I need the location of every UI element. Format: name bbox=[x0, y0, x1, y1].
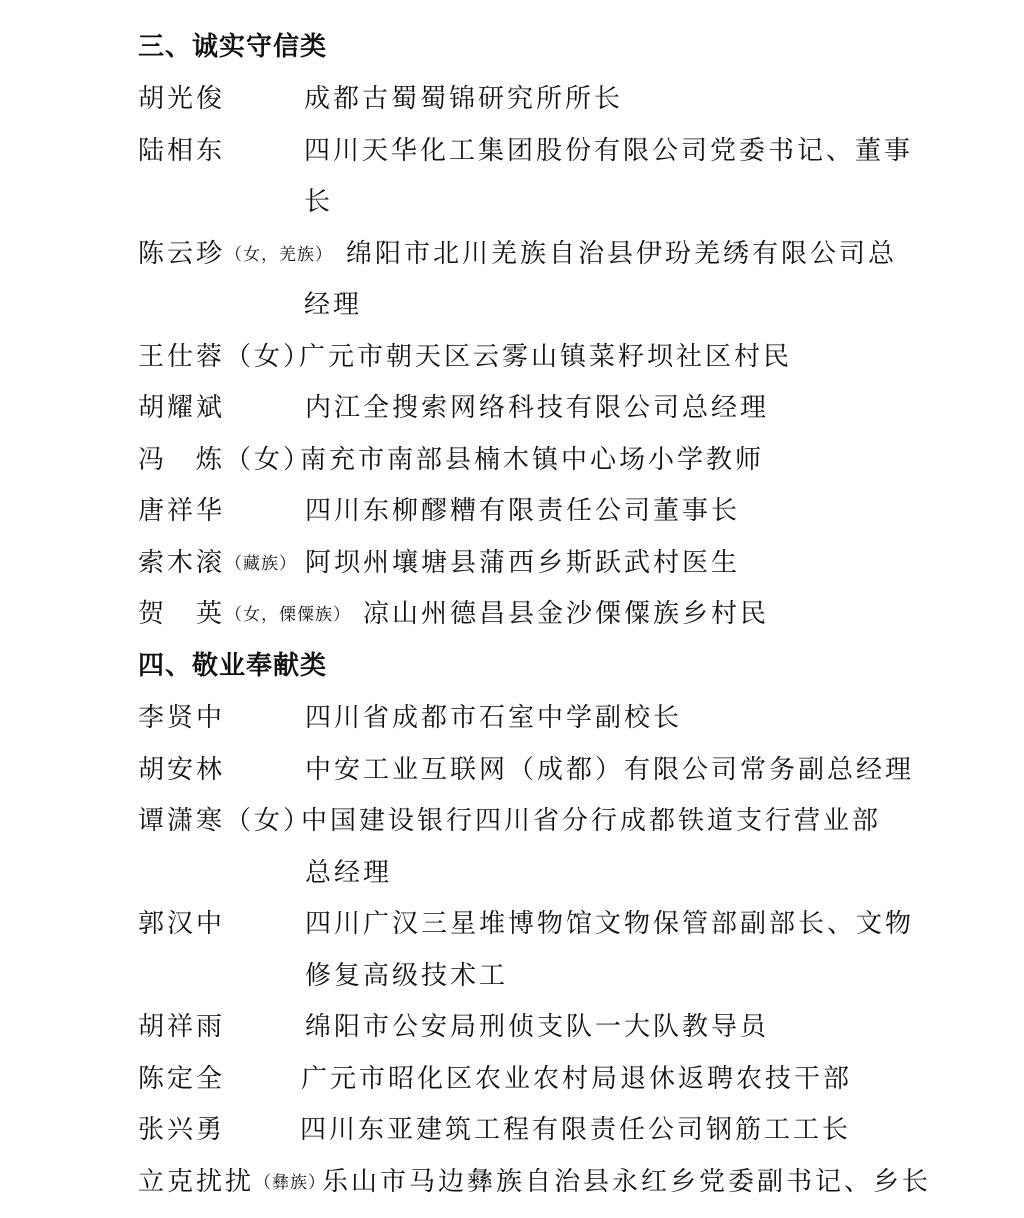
entry-description-continued: 修复高级技术工 bbox=[305, 961, 509, 991]
entry-name: 王仕蓉 bbox=[138, 342, 226, 372]
entry-note: （女，羌族） bbox=[225, 245, 334, 265]
entry-name: 郭汉中 bbox=[138, 909, 226, 939]
entry-name-with-note bbox=[138, 239, 333, 270]
entry-name: 胡安林 bbox=[138, 755, 226, 785]
entry-name: 索木滚 bbox=[138, 548, 226, 578]
entry-description: 四川省成都市石室中学副校长 bbox=[305, 703, 683, 733]
entry-name: 立克扰扰 bbox=[138, 1167, 255, 1197]
entry-name: 李贤中 bbox=[138, 703, 226, 733]
entry-description-continued: 长 bbox=[304, 187, 334, 217]
entry-description: 广元市昭化区农业农村局退休返聘农技干部 bbox=[301, 1064, 853, 1094]
section-heading-dedication: 四、敬业奉献类 bbox=[138, 651, 328, 681]
entry-description-continued: 总经理 bbox=[305, 858, 393, 888]
entry-description: 乐山市马边彝族自治县永红乡党委副书记、乡长 bbox=[322, 1167, 932, 1197]
entry-description: 阿坝州壤塘县蒲西乡斯跃武村医生 bbox=[305, 548, 741, 578]
entry-name: 胡耀斌 bbox=[138, 393, 226, 423]
entry-description: 中安工业互联网（成都）有限公司常务副总经理 bbox=[305, 755, 915, 785]
entry-name-with-note bbox=[138, 1167, 326, 1198]
entry-note: （女） bbox=[225, 342, 313, 372]
entry-description: 四川东亚建筑工程有限责任公司钢筋工工长 bbox=[300, 1115, 852, 1145]
entry-note: （彝族） bbox=[254, 1173, 327, 1193]
entry-name-with-note bbox=[138, 445, 312, 475]
entry-name-with-note bbox=[138, 599, 351, 630]
entry-name: 胡祥雨 bbox=[138, 1012, 226, 1042]
entry-description: 成都古蜀蜀锦研究所所长 bbox=[304, 84, 624, 114]
entry-description: 绵阳市北川羌族自治县伊玢羌绣有限公司总 bbox=[346, 239, 898, 269]
entry-name: 贺 英 bbox=[138, 599, 226, 629]
section-heading-honesty: 三、诚实守信类 bbox=[138, 32, 328, 62]
entry-description: 凉山州德昌县金沙傈僳族乡村民 bbox=[363, 599, 770, 629]
entry-description: 中国建设银行四川省分行成都铁道支行营业部 bbox=[301, 806, 882, 836]
entry-name: 冯 炼 bbox=[138, 445, 226, 475]
entry-name-with-note bbox=[138, 806, 312, 836]
entry-note: （藏族） bbox=[225, 554, 298, 574]
entry-name-with-note bbox=[138, 342, 312, 372]
entry-description: 南充市南部县楠木镇中心场小学教师 bbox=[300, 445, 765, 475]
entry-name: 唐祥华 bbox=[138, 496, 226, 526]
entry-name: 胡光俊 bbox=[138, 84, 226, 114]
entry-name: 张兴勇 bbox=[138, 1115, 226, 1145]
entry-name: 陈云珍 bbox=[138, 239, 226, 269]
entry-description: 内江全搜索网络科技有限公司总经理 bbox=[305, 393, 770, 423]
entry-description: 四川东柳醪糟有限责任公司董事长 bbox=[305, 496, 741, 526]
entry-description: 绵阳市公安局刑侦支队一大队教导员 bbox=[305, 1012, 770, 1042]
entry-description: 广元市朝天区云雾山镇菜籽坝社区村民 bbox=[299, 342, 793, 372]
entry-name: 陈定全 bbox=[138, 1064, 226, 1094]
entry-description: 四川广汉三星堆博物馆文物保管部副部长、文物 bbox=[305, 909, 915, 939]
entry-name: 陆相东 bbox=[138, 136, 226, 166]
entry-note: （女） bbox=[225, 806, 313, 836]
entry-name-with-note bbox=[138, 548, 297, 579]
entry-note: （女，傈僳族） bbox=[225, 605, 352, 625]
entry-note: （女） bbox=[225, 445, 313, 475]
entry-name: 谭潇寒 bbox=[138, 806, 226, 836]
entry-description-continued: 经理 bbox=[304, 290, 363, 320]
entry-description: 四川天华化工集团股份有限公司党委书记、董事 bbox=[304, 136, 914, 166]
